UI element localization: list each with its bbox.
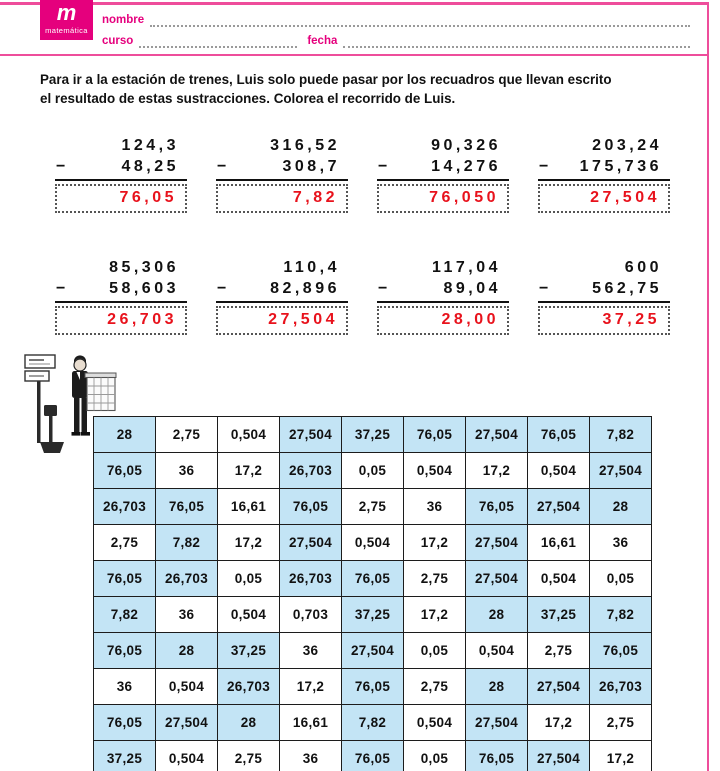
- grid-cell-r8c3[interactable]: 26,703: [218, 669, 280, 705]
- minus-sign: −: [56, 158, 66, 175]
- grid-cell-r7c4[interactable]: 36: [280, 633, 342, 669]
- subtrahend-line: [377, 156, 509, 177]
- minuend: 85,306: [109, 259, 179, 276]
- minus-sign: −: [56, 280, 66, 297]
- grid-cell-r7c6[interactable]: 0,05: [404, 633, 466, 669]
- result-box[interactable]: 76,05: [55, 184, 187, 213]
- minus-sign: −: [217, 158, 227, 175]
- grid-row-4: [94, 525, 652, 561]
- grid-cell-r1c4[interactable]: 27,504: [280, 417, 342, 453]
- result-box[interactable]: 26,703: [55, 306, 187, 335]
- minuend: 110,4: [283, 259, 340, 276]
- grid-cell-r5c7[interactable]: 27,504: [466, 561, 528, 597]
- grid-cell-r7c9[interactable]: 76,05: [590, 633, 652, 669]
- grid-cell-r3c3[interactable]: 16,61: [218, 489, 280, 525]
- grid-cell-r3c5[interactable]: 2,75: [342, 489, 404, 525]
- grid-cell-r10c3[interactable]: 2,75: [218, 741, 280, 771]
- grid-cell-r3c8[interactable]: 27,504: [528, 489, 590, 525]
- grid-cell-r6c7[interactable]: 28: [466, 597, 528, 633]
- grid-cell-r6c9[interactable]: 7,82: [590, 597, 652, 633]
- subtrahend: 308,7: [282, 158, 340, 175]
- grid-cell-r6c3[interactable]: 0,504: [218, 597, 280, 633]
- subtraction-rule-line: [55, 179, 187, 181]
- grid-cell-r1c5[interactable]: 37,25: [342, 417, 404, 453]
- grid-cell-r3c6[interactable]: 36: [404, 489, 466, 525]
- subtraction-problem-2: [216, 135, 348, 213]
- grid-cell-r9c8[interactable]: 17,2: [528, 705, 590, 741]
- minus-sign: −: [378, 158, 388, 175]
- grid-cell-r8c1[interactable]: 36: [94, 669, 156, 705]
- grid-cell-r4c5[interactable]: 0,504: [342, 525, 404, 561]
- grid-cell-r10c1[interactable]: 37,25: [94, 741, 156, 771]
- minuend: 124,3: [121, 137, 179, 154]
- grid-cell-r7c5[interactable]: 27,504: [342, 633, 404, 669]
- grid-cell-r6c6[interactable]: 17,2: [404, 597, 466, 633]
- subtrahend-line: [377, 278, 509, 299]
- grid-cell-r10c4[interactable]: 36: [280, 741, 342, 771]
- grid-cell-r9c9[interactable]: 2,75: [590, 705, 652, 741]
- result-box[interactable]: 7,82: [216, 184, 348, 213]
- subtraction-rule-line: [216, 301, 348, 303]
- grid-cell-r10c5[interactable]: 76,05: [342, 741, 404, 771]
- grid-cell-r2c8[interactable]: 0,504: [528, 453, 590, 489]
- grid-cell-r1c7[interactable]: 27,504: [466, 417, 528, 453]
- grid-cell-r4c9[interactable]: 36: [590, 525, 652, 561]
- grid-cell-r6c4[interactable]: 0,703: [280, 597, 342, 633]
- grid-cell-r1c3[interactable]: 0,504: [218, 417, 280, 453]
- grid-cell-r10c2[interactable]: 0,504: [156, 741, 218, 771]
- subtraction-rule-line: [377, 179, 509, 181]
- grid-cell-r5c2[interactable]: 26,703: [156, 561, 218, 597]
- grid-cell-r2c4[interactable]: 26,703: [280, 453, 342, 489]
- grid-cell-r3c1[interactable]: 26,703: [94, 489, 156, 525]
- subtraction-rule-line: [55, 301, 187, 303]
- grid-cell-r2c6[interactable]: 0,504: [404, 453, 466, 489]
- instructions-line-1: Para ir a la estación de trenes, Luis solo puede pasar por los recuadros que llevan escrito: [40, 72, 612, 87]
- minus-sign: −: [539, 158, 549, 175]
- grid-cell-r3c2[interactable]: 76,05: [156, 489, 218, 525]
- grid-cell-r1c9[interactable]: 7,82: [590, 417, 652, 453]
- minus-sign: −: [378, 280, 388, 297]
- subtraction-problem-1: [55, 135, 187, 213]
- grid-cell-r5c4[interactable]: 26,703: [280, 561, 342, 597]
- course-date-row: [102, 27, 690, 48]
- result-box[interactable]: 76,050: [377, 184, 509, 213]
- name-label: nombre: [102, 14, 145, 26]
- minuend: 117,04: [431, 259, 501, 276]
- grid-cell-r9c3[interactable]: 28: [218, 705, 280, 741]
- subtraction-problem-6: [216, 257, 348, 335]
- subtrahend: 175,736: [579, 158, 662, 175]
- subtrahend: 58,603: [109, 280, 179, 297]
- date-field-line[interactable]: [343, 35, 690, 48]
- subtrahend: 562,75: [592, 280, 662, 297]
- subtraction-rule-line: [538, 301, 670, 303]
- problems-row-2: [55, 257, 670, 335]
- grid-cell-r7c3[interactable]: 37,25: [218, 633, 280, 669]
- grid-row-2: [94, 453, 652, 489]
- grid-cell-r1c8[interactable]: 76,05: [528, 417, 590, 453]
- subtrahend-line: [216, 278, 348, 299]
- subtraction-problem-4: [538, 135, 670, 213]
- station-building: [85, 373, 116, 411]
- subtraction-problem-8: [538, 257, 670, 335]
- grid-cell-r8c8[interactable]: 27,504: [528, 669, 590, 705]
- grid-row-9: [94, 705, 652, 741]
- minus-sign: −: [539, 280, 549, 297]
- grid-row-3: [94, 489, 652, 525]
- grid-cell-r3c7[interactable]: 76,05: [466, 489, 528, 525]
- minus-sign: −: [217, 280, 227, 297]
- name-field-line[interactable]: [150, 14, 690, 27]
- instructions: [40, 71, 690, 109]
- grid-cell-r3c4[interactable]: 76,05: [280, 489, 342, 525]
- subtraction-problem-5: [55, 257, 187, 335]
- problems-row-1: [55, 135, 670, 213]
- grid-cell-r7c1[interactable]: 76,05: [94, 633, 156, 669]
- date-label: fecha: [307, 35, 338, 47]
- grid-cell-r8c9[interactable]: 26,703: [590, 669, 652, 705]
- grid-cell-r4c6[interactable]: 17,2: [404, 525, 466, 561]
- subtrahend: 82,896: [270, 280, 340, 297]
- subtrahend-line: [55, 156, 187, 177]
- result-box[interactable]: 28,00: [377, 306, 509, 335]
- header-fields: [102, 6, 690, 48]
- grid-row-6: [94, 597, 652, 633]
- grid-cell-r7c8[interactable]: 2,75: [528, 633, 590, 669]
- grid-cell-r2c9[interactable]: 27,504: [590, 453, 652, 489]
- grid-cell-r9c1[interactable]: 76,05: [94, 705, 156, 741]
- subtraction-rule-line: [538, 179, 670, 181]
- grid-cell-r1c2[interactable]: 2,75: [156, 417, 218, 453]
- subtrahend: 89,04: [443, 280, 501, 297]
- subtraction-problem-3: [377, 135, 509, 213]
- grid-cell-r4c4[interactable]: 27,504: [280, 525, 342, 561]
- grid-cell-r8c6[interactable]: 2,75: [404, 669, 466, 705]
- grid-cell-r6c5[interactable]: 37,25: [342, 597, 404, 633]
- grid-cell-r4c3[interactable]: 17,2: [218, 525, 280, 561]
- grid-cell-r2c5[interactable]: 0,05: [342, 453, 404, 489]
- grid-row-8: [94, 669, 652, 705]
- subtraction-rule-line: [377, 301, 509, 303]
- grid-cell-r1c6[interactable]: 76,05: [404, 417, 466, 453]
- grid-cell-r5c9[interactable]: 0,05: [590, 561, 652, 597]
- grid-cell-r4c1[interactable]: 2,75: [94, 525, 156, 561]
- grid-cell-r10c7[interactable]: 76,05: [466, 741, 528, 771]
- signpost-icon: [25, 355, 64, 453]
- logo-letter: m: [56, 0, 77, 25]
- grid-cell-r4c7[interactable]: 27,504: [466, 525, 528, 561]
- grid-cell-r2c1[interactable]: 76,05: [94, 453, 156, 489]
- grid-cell-r9c4[interactable]: 16,61: [280, 705, 342, 741]
- subtrahend: 14,276: [431, 158, 501, 175]
- grid-cell-r2c3[interactable]: 17,2: [218, 453, 280, 489]
- grid-cell-r6c2[interactable]: 36: [156, 597, 218, 633]
- grid-cell-r4c8[interactable]: 16,61: [528, 525, 590, 561]
- grid-cell-r2c7[interactable]: 17,2: [466, 453, 528, 489]
- instructions-line-2: el resultado de estas sustracciones. Colorea el recorrido de Luis.: [40, 90, 456, 106]
- grid-cell-r8c5[interactable]: 76,05: [342, 669, 404, 705]
- grid-row-1: [94, 417, 652, 453]
- grid-cell-r7c2[interactable]: 28: [156, 633, 218, 669]
- name-row: [102, 6, 690, 27]
- math-logo: [40, 0, 93, 40]
- grid-row-5: [94, 561, 652, 597]
- minuend: 600: [624, 259, 662, 276]
- result-box[interactable]: 27,504: [216, 306, 348, 335]
- grid-cell-r5c5[interactable]: 76,05: [342, 561, 404, 597]
- subtraction-rule-line: [216, 179, 348, 181]
- grid-cell-r7c7[interactable]: 0,504: [466, 633, 528, 669]
- grid-cell-r10c6[interactable]: 0,05: [404, 741, 466, 771]
- course-label: curso: [102, 35, 134, 47]
- answer-grid-body: [94, 417, 652, 771]
- grid-cell-r5c1[interactable]: 76,05: [94, 561, 156, 597]
- grid-cell-r9c6[interactable]: 0,504: [404, 705, 466, 741]
- grid-cell-r5c8[interactable]: 0,504: [528, 561, 590, 597]
- result-box[interactable]: 27,504: [538, 184, 670, 213]
- grid-row-7: [94, 633, 652, 669]
- grid-row-10: [94, 741, 652, 771]
- grid-cell-r9c7[interactable]: 27,504: [466, 705, 528, 741]
- grid-cell-r9c2[interactable]: 27,504: [156, 705, 218, 741]
- minuend: 316,52: [270, 137, 340, 154]
- right-border-line: [707, 2, 710, 771]
- grid-cell-r6c8[interactable]: 37,25: [528, 597, 590, 633]
- grid-cell-r10c8[interactable]: 27,504: [528, 741, 590, 771]
- result-box[interactable]: 37,25: [538, 306, 670, 335]
- logo-word: matemática: [45, 26, 88, 35]
- grid-cell-r1c1[interactable]: 28: [94, 417, 156, 453]
- grid-cell-r4c2[interactable]: 7,82: [156, 525, 218, 561]
- answer-grid: [93, 416, 652, 771]
- subtraction-problem-7: [377, 257, 509, 335]
- grid-cell-r3c9[interactable]: 28: [590, 489, 652, 525]
- header-divider-line: [0, 54, 709, 56]
- grid-cell-r2c2[interactable]: 36: [156, 453, 218, 489]
- grid-cell-r9c5[interactable]: 7,82: [342, 705, 404, 741]
- grid-cell-r8c2[interactable]: 0,504: [156, 669, 218, 705]
- subtrahend-line: [216, 156, 348, 177]
- subtrahend-line: [538, 156, 670, 177]
- minuend: 90,326: [431, 137, 501, 154]
- top-border-line: [0, 2, 709, 5]
- grid-cell-r5c3[interactable]: 0,05: [218, 561, 280, 597]
- subtrahend: 48,25: [121, 158, 179, 175]
- grid-cell-r10c9[interactable]: 17,2: [590, 741, 652, 771]
- subtrahend-line: [538, 278, 670, 299]
- subtrahend-line: [55, 278, 187, 299]
- course-field-line[interactable]: [139, 35, 297, 48]
- minuend: 203,24: [592, 137, 662, 154]
- grid-cell-r5c6[interactable]: 2,75: [404, 561, 466, 597]
- grid-cell-r8c4[interactable]: 17,2: [280, 669, 342, 705]
- grid-cell-r8c7[interactable]: 28: [466, 669, 528, 705]
- grid-cell-r6c1[interactable]: 7,82: [94, 597, 156, 633]
